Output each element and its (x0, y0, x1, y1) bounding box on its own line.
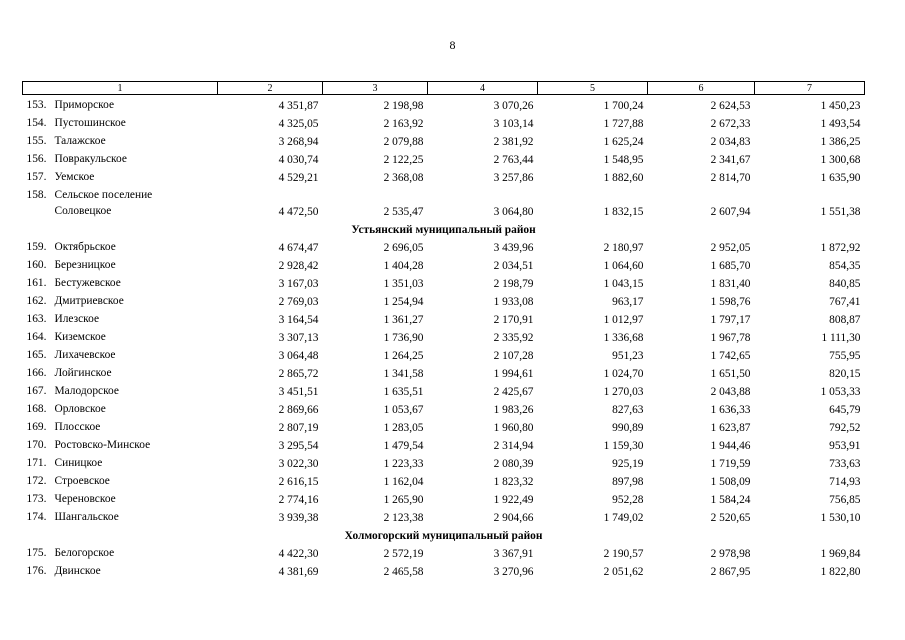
value-cell-col-2: 4 381,69 (278, 566, 319, 578)
row-number: 154. (26, 117, 47, 129)
value-cell-col-2: 3 022,30 (278, 458, 319, 470)
value-cell-col-5: 925,19 (612, 458, 644, 470)
value-cell-col-4: 2 034,51 (493, 260, 534, 272)
value-cell-col-2: 4 325,05 (278, 118, 319, 130)
value-cell-col-7: 1 635,90 (820, 172, 861, 184)
settlement-cell (23, 309, 218, 327)
value-cell-col-7: 756,85 (829, 494, 861, 506)
value-cell-col-2: 2 865,72 (278, 368, 319, 380)
row-number: 155. (26, 135, 47, 147)
value-cell-col-7: 1 493,54 (820, 118, 861, 130)
table-row (23, 435, 865, 453)
value-cell-col-4: 3 257,86 (493, 172, 534, 184)
column-header: 2 (218, 82, 323, 95)
table-row (23, 543, 865, 561)
value-cell-col-4: 2 080,39 (493, 458, 534, 470)
settlement-cell (23, 273, 218, 291)
value-cell-col-2: 3 939,38 (278, 512, 319, 524)
data-table (22, 81, 865, 579)
settlement-cell (23, 453, 218, 471)
settlement-cell (23, 237, 218, 255)
table-row (23, 149, 865, 167)
table-row (23, 255, 865, 273)
value-cell-col-2: 3 451,51 (278, 386, 319, 398)
value-cell-col-3: 1 283,05 (383, 422, 424, 434)
table-row (23, 167, 865, 185)
value-cell-col-6: 1 508,09 (710, 476, 751, 488)
value-cell-col-6: 1 651,50 (710, 368, 751, 380)
column-header: 6 (648, 82, 755, 95)
value-cell-col-7: 1 111,30 (821, 332, 861, 344)
settlement-name: Пустошинское (54, 117, 126, 129)
value-cell-col-2: 3 064,48 (278, 350, 319, 362)
table-row (23, 185, 865, 219)
value-cell-col-3: 2 535,47 (383, 206, 424, 218)
value-cell-col-7: 767,41 (829, 296, 861, 308)
table-row (23, 363, 865, 381)
value-cell-col-2: 3 167,03 (278, 278, 319, 290)
value-cell-col-6: 1 584,24 (710, 494, 751, 506)
row-number: 169. (26, 421, 47, 433)
table-row (23, 489, 865, 507)
value-cell-col-3: 1 635,51 (383, 386, 424, 398)
column-header-row (23, 82, 865, 95)
value-cell-col-2: 4 674,47 (278, 242, 319, 254)
value-cell-col-6: 1 623,87 (710, 422, 751, 434)
row-number: 176. (26, 565, 47, 577)
value-cell-col-7: 1 450,23 (820, 100, 861, 112)
table-row (23, 399, 865, 417)
value-cell-col-6: 2 672,33 (710, 118, 751, 130)
value-cell-col-2: 2 769,03 (278, 296, 319, 308)
row-number: 156. (26, 153, 47, 165)
value-cell-col-6: 1 719,59 (710, 458, 751, 470)
column-header: 5 (538, 82, 648, 95)
settlement-name: Березницкое (54, 259, 116, 271)
settlement-cell (23, 417, 218, 435)
value-cell-col-6: 2 034,83 (710, 136, 751, 148)
row-number: 174. (26, 511, 47, 523)
settlement-name: Плосское (54, 421, 101, 433)
value-cell-col-3: 2 123,38 (383, 512, 424, 524)
value-cell-col-3: 2 079,88 (383, 136, 424, 148)
row-number: 163. (26, 313, 47, 325)
settlement-cell (23, 489, 218, 507)
value-cell-col-4: 2 904,66 (493, 512, 534, 524)
table-row (23, 113, 865, 131)
settlement-cell (23, 113, 218, 131)
row-number: 167. (26, 385, 47, 397)
value-cell-col-5: 951,23 (612, 350, 644, 362)
value-cell-col-2: 3 307,13 (278, 332, 319, 344)
table-row (23, 381, 865, 399)
value-cell-col-3: 2 572,19 (383, 548, 424, 560)
settlement-cell (23, 507, 218, 525)
value-cell-col-3: 2 465,58 (383, 566, 424, 578)
value-cell-col-4: 2 381,92 (493, 136, 534, 148)
value-cell-col-2: 4 351,87 (278, 100, 319, 112)
value-cell-col-5: 1 043,15 (603, 278, 644, 290)
value-cell-col-3: 1 404,28 (383, 260, 424, 272)
value-cell-col-3: 1 053,67 (383, 404, 424, 416)
value-cell-col-4: 3 367,91 (493, 548, 534, 560)
settlement-name: Череновское (54, 493, 116, 505)
table-row (23, 327, 865, 345)
value-cell-col-2: 3 268,94 (278, 136, 319, 148)
row-number: 173. (26, 493, 47, 505)
value-cell-col-4: 2 107,28 (493, 350, 534, 362)
value-cell-col-7: 733,63 (829, 458, 861, 470)
value-cell-col-5: 1 625,24 (603, 136, 644, 148)
value-cell-col-4: 1 960,80 (493, 422, 534, 434)
column-header: 7 (755, 82, 865, 95)
row-number: 166. (26, 367, 47, 379)
row-number: 165. (26, 349, 47, 361)
value-cell-col-5: 1 832,15 (603, 206, 644, 218)
value-cell-col-6: 1 636,33 (710, 404, 751, 416)
settlement-cell (23, 255, 218, 273)
row-number: 158. (26, 189, 47, 201)
settlement-name: Уемское (54, 171, 95, 183)
settlement-cell (23, 435, 218, 453)
settlement-name: Строевское (54, 475, 110, 487)
value-cell-col-7: 840,85 (829, 278, 861, 290)
value-cell-col-6: 1 797,17 (710, 314, 751, 326)
value-cell-col-5: 1 336,68 (603, 332, 644, 344)
settlement-name: Белогорское (54, 547, 115, 559)
value-cell-col-3: 1 162,04 (383, 476, 424, 488)
settlement-cell (23, 543, 218, 561)
value-cell-col-4: 3 064,80 (493, 206, 534, 218)
settlement-name: Сельское поселение (54, 189, 153, 201)
settlement-name: Приморское (54, 99, 115, 111)
value-cell-col-3: 1 341,58 (383, 368, 424, 380)
table-row (23, 131, 865, 149)
value-cell-col-5: 1 270,03 (603, 386, 644, 398)
table-row (23, 561, 865, 579)
value-cell-col-6: 2 867,95 (710, 566, 751, 578)
row-number: 161. (26, 277, 47, 289)
row-number: 153. (26, 99, 47, 111)
value-cell-col-5: 990,89 (612, 422, 644, 434)
value-cell-col-4: 2 170,91 (493, 314, 534, 326)
column-header: 3 (323, 82, 428, 95)
value-cell-col-3: 2 696,05 (383, 242, 424, 254)
value-cell-col-7: 1 822,80 (820, 566, 861, 578)
table-row (23, 95, 865, 114)
settlement-name: Двинское (54, 565, 101, 577)
value-cell-col-2: 4 030,74 (278, 154, 319, 166)
settlement-cell (23, 149, 218, 167)
value-cell-col-7: 953,91 (829, 440, 861, 452)
settlement-name-continued: Соловецкое (54, 205, 112, 217)
value-cell-col-6: 1 685,70 (710, 260, 751, 272)
value-cell-col-5: 827,63 (612, 404, 644, 416)
value-cell-col-5: 897,98 (612, 476, 644, 488)
settlement-cell (23, 363, 218, 381)
value-cell-col-6: 2 043,88 (710, 386, 751, 398)
section-header-row (23, 219, 865, 237)
value-cell-col-3: 2 198,98 (383, 100, 424, 112)
table-row (23, 471, 865, 489)
value-cell-col-3: 1 265,90 (383, 494, 424, 506)
settlement-cell (23, 381, 218, 399)
value-cell-col-4: 3 270,96 (493, 566, 534, 578)
value-cell-col-2: 2 616,15 (278, 476, 319, 488)
value-cell-col-6: 2 952,05 (710, 242, 751, 254)
settlement-name: Киземское (54, 331, 106, 343)
column-header: 4 (428, 82, 538, 95)
settlement-cell (23, 561, 218, 579)
settlement-cell (23, 471, 218, 489)
settlement-name: Октябрьское (54, 241, 116, 253)
value-cell-col-3: 1 264,25 (383, 350, 424, 362)
value-cell-col-5: 1 064,60 (603, 260, 644, 272)
row-number: 168. (26, 403, 47, 415)
value-cell-col-4: 1 922,49 (493, 494, 534, 506)
settlement-name: Бестужевское (54, 277, 121, 289)
value-cell-col-5: 1 727,88 (603, 118, 644, 130)
settlement-name: Орловское (54, 403, 106, 415)
value-cell-col-6: 1 598,76 (710, 296, 751, 308)
value-cell-col-2: 3 295,54 (278, 440, 319, 452)
value-cell-col-3: 1 736,90 (383, 332, 424, 344)
value-cell-col-2: 4 472,50 (278, 206, 319, 218)
value-cell-col-2: 4 422,30 (278, 548, 319, 560)
settlement-name: Шангальское (54, 511, 119, 523)
table-row (23, 237, 865, 255)
value-cell-col-6: 1 967,78 (710, 332, 751, 344)
value-cell-col-6: 2 520,65 (710, 512, 751, 524)
value-cell-col-2: 2 807,19 (278, 422, 319, 434)
value-cell-col-7: 755,95 (829, 350, 861, 362)
value-cell-col-5: 963,17 (612, 296, 644, 308)
table-row (23, 507, 865, 525)
value-cell-col-4: 2 763,44 (493, 154, 534, 166)
settlement-cell (23, 327, 218, 345)
value-cell-col-2: 4 529,21 (278, 172, 319, 184)
value-cell-col-4: 3 439,96 (493, 242, 534, 254)
value-cell-col-6: 2 978,98 (710, 548, 751, 560)
value-cell-col-7: 1 530,10 (820, 512, 861, 524)
settlement-name: Илезское (54, 313, 100, 325)
row-number: 162. (26, 295, 47, 307)
value-cell-col-4: 1 994,61 (493, 368, 534, 380)
value-cell-col-7: 792,52 (829, 422, 861, 434)
value-cell-col-5: 2 051,62 (603, 566, 644, 578)
settlement-cell (23, 291, 218, 309)
value-cell-col-4: 2 335,92 (493, 332, 534, 344)
value-cell-col-4: 2 425,67 (493, 386, 534, 398)
value-cell-col-7: 714,93 (829, 476, 861, 488)
row-number: 157. (26, 171, 47, 183)
value-cell-col-6: 2 607,94 (710, 206, 751, 218)
value-cell-col-5: 1 548,95 (603, 154, 644, 166)
value-cell-col-7: 1 872,92 (820, 242, 861, 254)
value-cell-col-7: 645,79 (829, 404, 861, 416)
value-cell-col-6: 2 624,53 (710, 100, 751, 112)
value-cell-col-5: 1 700,24 (603, 100, 644, 112)
value-cell-col-2: 2 869,66 (278, 404, 319, 416)
row-number: 170. (26, 439, 47, 451)
settlement-name: Повракульское (54, 153, 127, 165)
column-header: 1 (23, 82, 218, 95)
section-header-row (23, 525, 865, 543)
value-cell-col-5: 1 012,97 (603, 314, 644, 326)
value-cell-col-5: 1 882,60 (603, 172, 644, 184)
value-cell-col-4: 1 823,32 (493, 476, 534, 488)
value-cell-col-4: 3 103,14 (493, 118, 534, 130)
value-cell-col-3: 1 351,03 (383, 278, 424, 290)
settlement-name: Малодорское (54, 385, 119, 397)
row-number: 164. (26, 331, 47, 343)
value-cell-col-7: 1 969,84 (820, 548, 861, 560)
value-cell-col-3: 2 368,08 (383, 172, 424, 184)
table-row (23, 273, 865, 291)
section-title: Холмогорский муниципальный район (344, 530, 543, 542)
value-cell-col-5: 1 159,30 (603, 440, 644, 452)
settlement-cell (23, 131, 218, 149)
value-cell-col-4: 2 314,94 (493, 440, 534, 452)
value-cell-col-2: 2 928,42 (278, 260, 319, 272)
value-cell-col-3: 1 479,54 (383, 440, 424, 452)
value-cell-col-7: 1 551,38 (820, 206, 861, 218)
settlement-cell (23, 399, 218, 417)
value-cell-col-4: 3 070,26 (493, 100, 534, 112)
value-cell-col-3: 1 254,94 (383, 296, 424, 308)
value-cell-col-7: 854,35 (829, 260, 861, 272)
value-cell-col-3: 1 223,33 (383, 458, 424, 470)
table-row (23, 291, 865, 309)
value-cell-col-3: 1 361,27 (383, 314, 424, 326)
table-row (23, 453, 865, 471)
settlement-name: Синицкое (54, 457, 103, 469)
value-cell-col-5: 2 180,97 (603, 242, 644, 254)
row-number: 159. (26, 241, 47, 253)
value-cell-col-2: 2 774,16 (278, 494, 319, 506)
value-cell-col-6: 2 814,70 (710, 172, 751, 184)
value-cell-col-7: 1 300,68 (820, 154, 861, 166)
value-cell-col-4: 2 198,79 (493, 278, 534, 290)
value-cell-col-7: 808,87 (829, 314, 861, 326)
settlement-cell (23, 95, 218, 114)
row-number: 172. (26, 475, 47, 487)
value-cell-col-3: 2 122,25 (383, 154, 424, 166)
value-cell-col-4: 1 933,08 (493, 296, 534, 308)
row-number: 160. (26, 259, 47, 271)
table-row (23, 417, 865, 435)
value-cell-col-5: 952,28 (612, 494, 644, 506)
value-cell-col-5: 1 024,70 (603, 368, 644, 380)
value-cell-col-7: 1 053,33 (820, 386, 861, 398)
settlement-name: Лойгинское (54, 367, 112, 379)
row-number: 175. (26, 547, 47, 559)
table-row (23, 345, 865, 363)
value-cell-col-5: 1 749,02 (603, 512, 644, 524)
table-row (23, 309, 865, 327)
settlement-cell (23, 345, 218, 363)
value-cell-col-6: 1 944,46 (710, 440, 751, 452)
settlement-cell (23, 167, 218, 185)
value-cell-col-3: 2 163,92 (383, 118, 424, 130)
value-cell-col-7: 820,15 (829, 368, 861, 380)
row-number: 171. (26, 457, 47, 469)
value-cell-col-2: 3 164,54 (278, 314, 319, 326)
value-cell-col-6: 1 831,40 (710, 278, 751, 290)
section-title: Устьянский муниципальный район (351, 224, 536, 236)
settlement-cell (23, 185, 218, 219)
settlement-name: Лихачевское (54, 349, 116, 361)
table-body (23, 95, 865, 580)
page-number: 8 (449, 38, 456, 52)
settlement-name: Ростовско-Минское (54, 439, 151, 451)
value-cell-col-7: 1 386,25 (820, 136, 861, 148)
value-cell-col-5: 2 190,57 (603, 548, 644, 560)
value-cell-col-4: 1 983,26 (493, 404, 534, 416)
settlement-name: Дмитриевское (54, 295, 124, 307)
value-cell-col-6: 2 341,67 (710, 154, 751, 166)
settlement-name: Талажское (54, 135, 106, 147)
value-cell-col-6: 1 742,65 (710, 350, 751, 362)
